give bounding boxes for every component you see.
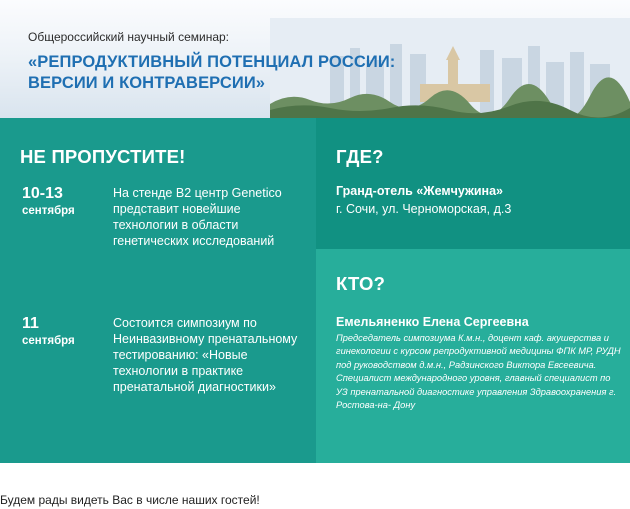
event-1-date [22,185,75,217]
who-panel [316,249,630,463]
speaker-name: Емельяненко Елена Сергеевна [336,315,529,329]
event-1-month: сентября [22,205,75,217]
seminar-subtitle: Общероссийский научный семинар: [28,30,230,44]
venue-address: г. Сочи, ул. Черноморская, д.3 [336,202,512,216]
speaker-bio: Председатель симпозиума К.м.н., доцент каф. акушерства и гинекологии с курсом репродуктивной медицины ФПК МР, РУДН под руководством д.м.н., Радзинского Виктора Евсеевича. Специалист международного уровня, главный специалист по УЗ пренатальной диагностике управления Здравоохранения г. Ростова-на- Дону [336,333,621,411]
event-2-day: 11 [22,315,39,332]
who-heading: КТО? [336,273,386,294]
event-2-month: сентября [22,335,75,347]
speaker-info [336,315,621,412]
venue-info [336,182,511,218]
where-panel [316,118,630,249]
dont-miss-panel [0,118,316,463]
dont-miss-heading: НЕ ПРОПУСТИТЕ! [20,146,186,167]
header-banner [0,0,630,118]
venue-name: Гранд-отель «Жемчужина» [336,184,503,198]
event-1-description: На стенде B2 центр Genetico представит новейшие технологии в области генетических исследований [113,186,282,248]
event-2-date [22,315,75,347]
event-2-description: Состоится симпозиум по Неинвазивному пренатальному тестированию: «Новые технологии в практике пренатальной диагностики» [113,316,298,394]
where-heading: ГДЕ? [336,146,384,167]
seminar-title-line-1: «РЕПРОДУКТИВНЫЙ ПОТЕНЦИАЛ РОССИИ: [28,53,396,71]
seminar-title-line-2: ВЕРСИИ И КОНТРАВЕРСИИ» [28,74,266,92]
footer-text: Будем рады видеть Вас в числе наших гостей! [0,493,260,507]
event-1-day: 10-13 [22,185,63,202]
seminar-title [28,52,395,94]
